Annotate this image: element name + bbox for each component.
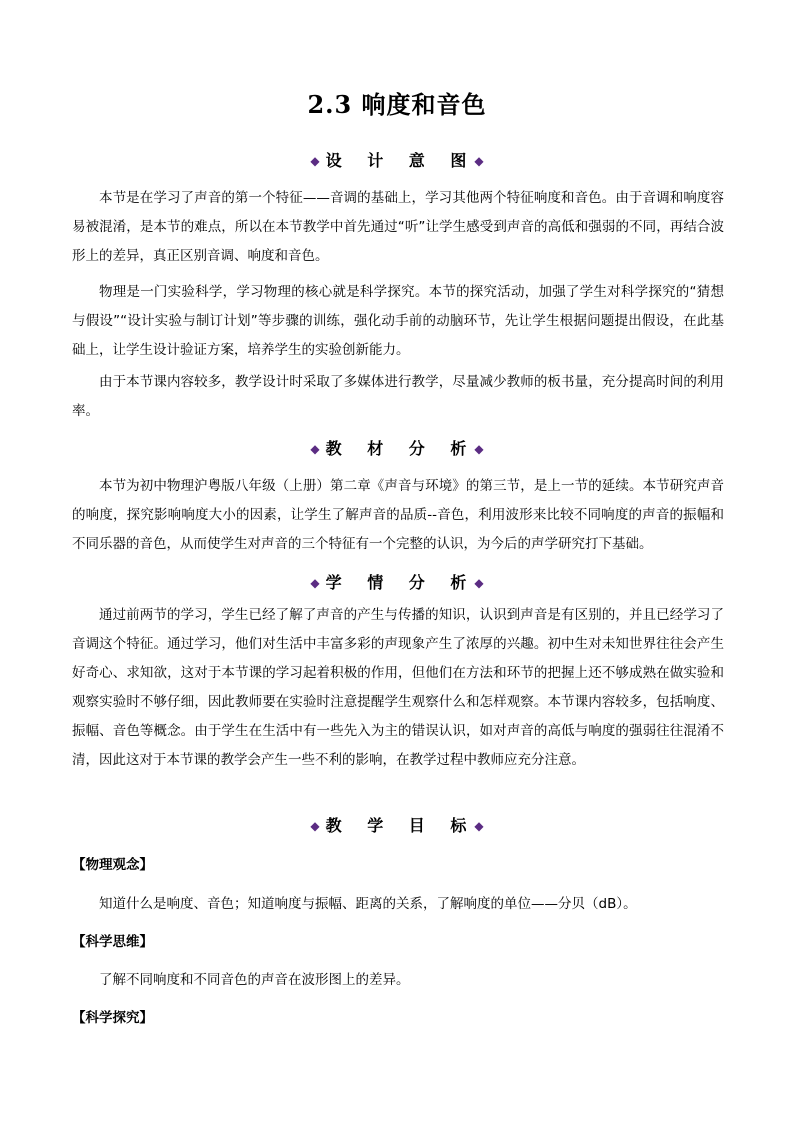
goal-text-physics-concept: 知道什么是响度、音色；知道响度与振幅、距离的关系，了解响度的单位——分贝（dB）。 xyxy=(99,896,637,912)
diamond-icon: ◆ xyxy=(310,575,320,590)
section-heading-text: 教 学 目 标 xyxy=(325,815,477,835)
diamond-icon: ◆ xyxy=(474,153,484,168)
section-heading-textbook-analysis xyxy=(0,436,794,461)
paragraph-design-intent-2: 物理是一门实验科学，学习物理的核心就是科学探究。本节的探究活动，加强了学生对科学探究的“猜想与假设”“设计实验与制订计划”等步骤的训练，强化动手前的动脑环节，先让学生根据问题提出假设，在此基础上，让学生设计验证方案，培养学生的实验创新能力。 xyxy=(72,284,724,358)
paragraph-design-intent-1: 本节是在学习了声音的第一个特征——音调的基础上，学习其他两个特征响度和音色。由于音调和响度容易被混淆，是本节的难点，所以在本节教学中首先通过“听”让学生感受到声音的高低和强弱的不同，再结合波形上的差异，真正区别音调、响度和音色。 xyxy=(72,190,724,264)
section-heading-text: 教 材 分 析 xyxy=(325,438,477,458)
diamond-icon: ◆ xyxy=(310,441,320,456)
section-heading-design-intent xyxy=(0,148,794,173)
diamond-icon: ◆ xyxy=(310,153,320,168)
paragraph-textbook-analysis: 本节为初中物理沪粤版八年级（上册）第二章《声音与环境》的第三节，是上一节的延续。本节研究声音的响度，探究影响响度大小的因素，让学生了解声音的品质--音色，利用波形来比较不同响度的声音的振幅和不同乐器的音色，从而使学生对声音的三个特征有一个完整的认识，为今后的声学研究打下基础。 xyxy=(72,478,724,552)
paragraph-design-intent-3: 由于本节课内容较多，教学设计时采取了多媒体进行教学，尽量减少教师的板书量，充分提高时间的利用率。 xyxy=(72,374,724,419)
diamond-icon: ◆ xyxy=(474,575,484,590)
section-heading-teaching-goals xyxy=(0,813,794,838)
section-heading-student-analysis xyxy=(0,570,794,595)
diamond-icon: ◆ xyxy=(474,441,484,456)
diamond-icon: ◆ xyxy=(474,818,484,833)
page-title: 2.3 响度和音色 xyxy=(307,90,487,119)
goal-label-scientific-inquiry: 【科学探究】 xyxy=(72,1010,153,1026)
section-heading-text: 设 计 意 图 xyxy=(325,150,477,170)
diamond-icon: ◆ xyxy=(310,818,320,833)
section-heading-text: 学 情 分 析 xyxy=(325,572,477,592)
paragraph-student-analysis: 通过前两节的学习，学生已经了解了声音的产生与传播的知识，认识到声音是有区别的，并且已经学习了音调这个特征。通过学习，他们对生活中丰富多彩的声现象产生了浓厚的兴趣。初中生对未知世界往往会产生好奇心、求知欲，这对于本节课的学习起着积极的作用，但他们在方法和环节的把握上还不够成熟在做实验和观察实验时不够仔细，因此教师要在实验时注意提醒学生观察什么和怎样观察。本节课内容较多，包括响度、振幅、音色等概念。由于学生在生活中有一些先入为主的错误认识，如对声音的高低与响度的强弱往往混淆不清，因此这对于本节课的教学会产生一些不利的影响，在教学过程中教师应充分注意。 xyxy=(72,607,724,768)
goal-text-scientific-thinking: 了解不同响度和不同音色的声音在波形图上的差异。 xyxy=(99,972,410,988)
goal-label-scientific-thinking: 【科学思维】 xyxy=(72,934,153,950)
goal-label-physics-concept: 【物理观念】 xyxy=(72,857,153,873)
